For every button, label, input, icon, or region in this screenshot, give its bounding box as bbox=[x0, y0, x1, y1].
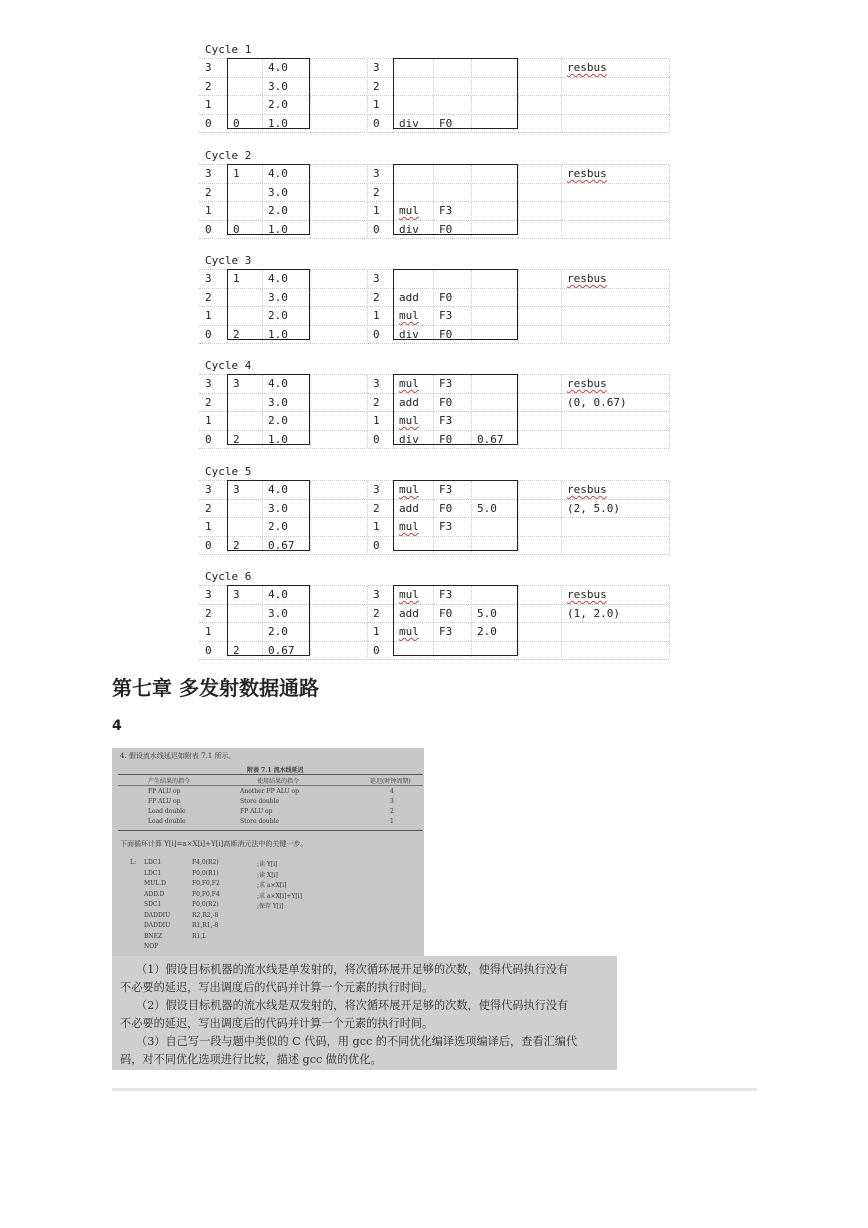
photo-table-cell: Store double bbox=[240, 818, 280, 825]
table-cell: 3.0 bbox=[268, 606, 288, 620]
table-cell: F0 bbox=[439, 606, 453, 620]
table-row bbox=[199, 517, 669, 536]
table-cell bbox=[471, 375, 518, 393]
photo-code-op: NOP bbox=[144, 943, 159, 950]
table-row bbox=[199, 536, 669, 556]
table-cell: F0 bbox=[439, 501, 453, 515]
table-cell: 0 bbox=[373, 116, 380, 130]
table-cell bbox=[561, 537, 669, 555]
table-cell bbox=[393, 270, 433, 288]
table-cell: 0.67 bbox=[268, 643, 295, 657]
cycle-table bbox=[199, 464, 669, 555]
photo-table-cell: Load double bbox=[148, 818, 186, 825]
table-row bbox=[199, 288, 669, 307]
table-cell: 3 bbox=[205, 588, 212, 601]
table-cell: 3.0 bbox=[268, 501, 288, 515]
question-1-line-2: 不必要的延迟，写出调度后的代码并计算一个元素的执行时间。 bbox=[120, 981, 434, 994]
photo-table-cell: Store double bbox=[240, 798, 280, 805]
cycle-table bbox=[199, 358, 669, 449]
photo-code-op: LDC1 bbox=[144, 869, 162, 877]
table-cell: F0 bbox=[439, 222, 453, 236]
table-cell bbox=[471, 394, 518, 412]
table-cell: 1 bbox=[373, 520, 380, 534]
table-cell: 1 bbox=[373, 625, 380, 639]
table-cell bbox=[561, 221, 669, 239]
photo-table-cell: FP ALU op bbox=[148, 798, 181, 805]
table-cell bbox=[561, 326, 669, 344]
table-row bbox=[199, 480, 669, 499]
table-cell: mul bbox=[399, 414, 419, 428]
table-cell bbox=[471, 184, 518, 202]
table-row bbox=[199, 393, 669, 412]
table-cell bbox=[393, 184, 433, 202]
table-cell bbox=[227, 307, 262, 325]
table-cell: 1.0 bbox=[268, 116, 288, 130]
table-row bbox=[199, 114, 669, 134]
table-cell: 2 bbox=[373, 185, 380, 199]
photo-questions bbox=[112, 956, 617, 1070]
photo-table-cell: 3 bbox=[390, 798, 394, 805]
photo-code-args: R1,R1,-8 bbox=[192, 922, 219, 929]
table-cell: 0 bbox=[233, 222, 240, 236]
table-cell: 4.0 bbox=[268, 272, 288, 285]
table-cell: 2 bbox=[233, 538, 240, 552]
cycle-title: Cycle 2 bbox=[205, 149, 252, 162]
table-cell bbox=[471, 78, 518, 96]
table-cell: 3 bbox=[373, 377, 380, 390]
table-cell: mul bbox=[399, 204, 419, 218]
cycle-title: Cycle 4 bbox=[205, 359, 252, 372]
photo-code-op: LDC1 bbox=[144, 859, 162, 866]
table-cell: 2 bbox=[373, 79, 380, 93]
table-cell: 2 bbox=[205, 185, 212, 199]
table-cell bbox=[433, 59, 471, 77]
table-cell bbox=[471, 537, 518, 555]
cycle-title: Cycle 5 bbox=[205, 465, 252, 478]
photo-table-cell: FP ALU op bbox=[148, 788, 181, 795]
question-number: 4 bbox=[112, 718, 122, 734]
photo-table-caption: 附表 7.1 流水线延迟 bbox=[247, 767, 304, 774]
photo-code-args: F0,0(R1) bbox=[192, 869, 219, 877]
table-cell bbox=[433, 184, 471, 202]
table-cell: F3 bbox=[439, 588, 453, 601]
table-cell bbox=[471, 412, 518, 430]
table-cell bbox=[433, 270, 471, 288]
table-cell: 2 bbox=[205, 79, 212, 93]
table-cell: 0.67 bbox=[268, 538, 295, 552]
table-cell bbox=[561, 518, 669, 536]
table-row bbox=[199, 183, 669, 202]
table-cell: 3 bbox=[205, 272, 212, 285]
photo-code-args: F4,0(R2) bbox=[192, 859, 219, 866]
table-cell bbox=[393, 642, 433, 660]
table-cell: 3 bbox=[205, 483, 212, 496]
table-cell: (1, 2.0) bbox=[567, 606, 620, 620]
table-cell: add bbox=[399, 501, 419, 515]
table-cell: 4.0 bbox=[268, 377, 288, 390]
table-cell bbox=[393, 96, 433, 114]
table-cell: div bbox=[399, 432, 419, 446]
table-row bbox=[199, 95, 669, 114]
photo-code-comment: ;读 X[i] bbox=[257, 871, 278, 879]
table-row bbox=[199, 604, 669, 623]
table-cell: mul bbox=[399, 520, 419, 534]
table-cell: 2 bbox=[233, 432, 240, 446]
table-cell: 2 bbox=[233, 327, 240, 341]
table-cell: 0 bbox=[373, 643, 380, 657]
photo-code-args: F0,F0,F2 bbox=[192, 880, 220, 887]
table-cell: resbus bbox=[567, 61, 607, 74]
cycle-table bbox=[199, 569, 669, 660]
table-cell bbox=[561, 202, 669, 220]
photo-table-cell: 1 bbox=[390, 818, 394, 825]
photo-code-label: L: bbox=[130, 859, 137, 866]
photo-table-cell: FP ALU op bbox=[240, 808, 273, 815]
table-cell bbox=[561, 78, 669, 96]
cycle-title: Cycle 3 bbox=[205, 254, 252, 267]
table-cell: 1 bbox=[373, 309, 380, 323]
table-cell bbox=[227, 500, 262, 518]
table-cell: 4.0 bbox=[268, 483, 288, 496]
table-cell: 2 bbox=[373, 395, 380, 409]
chapter-title: 第七章 多发射数据通路 bbox=[112, 676, 319, 700]
table-cell bbox=[393, 59, 433, 77]
table-cell: 1 bbox=[205, 309, 212, 323]
table-cell: F0 bbox=[439, 432, 453, 446]
table-cell: 2 bbox=[205, 290, 212, 304]
photo-lead: 下面循环计算 Y[i]=a×X[i]+Y[i]高斯消元法中的关键一步。 bbox=[120, 840, 308, 848]
table-cell bbox=[227, 289, 262, 307]
divider bbox=[112, 1088, 757, 1091]
table-cell: 1 bbox=[373, 98, 380, 112]
table-cell bbox=[471, 221, 518, 239]
table-cell bbox=[561, 412, 669, 430]
table-row bbox=[199, 411, 669, 430]
table-cell bbox=[227, 184, 262, 202]
table-cell: resbus bbox=[567, 167, 607, 180]
table-cell bbox=[227, 605, 262, 623]
photo-top-section bbox=[112, 748, 424, 956]
table-cell: 2.0 bbox=[268, 98, 288, 112]
photo-code-op: MUL.D bbox=[144, 880, 166, 887]
table-cell bbox=[561, 307, 669, 325]
table-cell: resbus bbox=[567, 377, 607, 390]
photo-code-comment: ;读 Y[i] bbox=[257, 861, 278, 868]
table-cell: 5.0 bbox=[477, 606, 497, 620]
table-cell bbox=[561, 96, 669, 114]
table-cell: 2.0 bbox=[477, 625, 497, 639]
table-cell: 4.0 bbox=[268, 61, 288, 74]
table-cell: F0 bbox=[439, 327, 453, 341]
table-row bbox=[199, 622, 669, 641]
table-cell: resbus bbox=[567, 483, 607, 496]
table-cell: 2.0 bbox=[268, 520, 288, 534]
photo-code-comment: ;保存 Y[i] bbox=[257, 903, 284, 910]
photo-code-op: BNEZ bbox=[144, 932, 163, 940]
table-cell bbox=[433, 96, 471, 114]
table-cell: 3 bbox=[205, 61, 212, 74]
photo-code-args: F0,0(R2) bbox=[192, 901, 219, 908]
photo-intro: 4. 假设流水线延迟如附表 7.1 所示。 bbox=[120, 752, 236, 760]
photo-code-comment: ;求 a×X[i]+Y[i] bbox=[257, 892, 302, 900]
table-cell bbox=[561, 623, 669, 641]
table-cell bbox=[471, 481, 518, 499]
table-cell: F3 bbox=[439, 625, 453, 639]
cycle-title: Cycle 6 bbox=[205, 570, 252, 583]
table-cell: 4.0 bbox=[268, 588, 288, 601]
table-cell bbox=[471, 59, 518, 77]
question-2-line-1: （2）假设目标机器的流水线是双发射的，将次循环展开足够的次数，使得代码执行没有 bbox=[136, 999, 569, 1012]
table-cell bbox=[471, 586, 518, 604]
table-cell: 1.0 bbox=[268, 327, 288, 341]
table-cell bbox=[471, 642, 518, 660]
table-cell: mul bbox=[399, 377, 419, 390]
table-cell: 3 bbox=[373, 483, 380, 496]
table-cell: F3 bbox=[439, 377, 453, 390]
table-cell: 1 bbox=[205, 414, 212, 428]
table-row bbox=[199, 220, 669, 240]
photo-code-args: F0,F0,F4 bbox=[192, 890, 220, 898]
table-cell: 0 bbox=[373, 222, 380, 236]
photo-table-cell: Another FP ALU op bbox=[240, 788, 299, 795]
table-cell: 0 bbox=[205, 222, 212, 236]
table-cell: 1 bbox=[373, 414, 380, 428]
table-row bbox=[199, 164, 669, 183]
table-cell: 0 bbox=[233, 116, 240, 130]
table-cell: 3 bbox=[233, 483, 240, 496]
table-row bbox=[199, 430, 669, 450]
table-cell bbox=[227, 394, 262, 412]
cycle-table bbox=[199, 148, 669, 239]
table-cell bbox=[227, 96, 262, 114]
table-cell: 3.0 bbox=[268, 395, 288, 409]
table-cell: 3 bbox=[233, 588, 240, 601]
table-cell: F0 bbox=[439, 116, 453, 130]
question-1-line-1: （1）假设目标机器的流水线是单发射的，将次循环展开足够的次数，使得代码执行没有 bbox=[136, 963, 569, 976]
table-row bbox=[199, 641, 669, 661]
table-cell: 1 bbox=[205, 204, 212, 218]
photo-th-consumer: 使用结果的指令 bbox=[257, 778, 300, 785]
table-cell: 1.0 bbox=[268, 432, 288, 446]
table-cell: div bbox=[399, 327, 419, 341]
photo-code-comment: ;求 a×X[i] bbox=[257, 882, 287, 889]
table-cell: 2.0 bbox=[268, 309, 288, 323]
table-cell: mul bbox=[399, 588, 419, 601]
table-cell: 0 bbox=[205, 432, 212, 446]
table-cell: add bbox=[399, 395, 419, 409]
photo-code-op: DADDIU bbox=[144, 922, 171, 929]
table-cell: (2, 5.0) bbox=[567, 501, 620, 515]
table-cell bbox=[471, 115, 518, 133]
photo-code-args: R1,L bbox=[192, 932, 207, 940]
table-cell bbox=[227, 59, 262, 77]
table-cell: mul bbox=[399, 483, 419, 496]
table-cell bbox=[433, 537, 471, 555]
table-cell: 5.0 bbox=[477, 501, 497, 515]
table-cell: div bbox=[399, 222, 419, 236]
table-row bbox=[199, 201, 669, 220]
photo-table-cell: Load double bbox=[148, 808, 186, 815]
table-cell: 4.0 bbox=[268, 167, 288, 180]
photo-code-args: R2,R2,-8 bbox=[192, 911, 219, 919]
table-cell: 2.0 bbox=[268, 204, 288, 218]
textbook-photo bbox=[112, 748, 617, 1070]
table-cell: 3 bbox=[205, 377, 212, 390]
table-cell bbox=[227, 202, 262, 220]
table-row bbox=[199, 325, 669, 345]
table-cell: 2 bbox=[233, 643, 240, 657]
table-cell: F3 bbox=[439, 204, 453, 218]
table-cell: 0 bbox=[205, 643, 212, 657]
table-cell: 1 bbox=[233, 272, 240, 285]
photo-table-cell: 2 bbox=[390, 808, 394, 815]
table-cell: div bbox=[399, 116, 419, 130]
table-cell: resbus bbox=[567, 272, 607, 285]
table-cell: F0 bbox=[439, 290, 453, 304]
table-cell bbox=[433, 642, 471, 660]
table-cell: 1 bbox=[205, 98, 212, 112]
question-2-line-2: 不必要的延迟，写出调度后的代码并计算一个元素的执行时间。 bbox=[120, 1017, 434, 1030]
table-cell: 3 bbox=[373, 588, 380, 601]
table-cell bbox=[561, 431, 669, 449]
table-cell: mul bbox=[399, 309, 419, 323]
table-cell bbox=[561, 642, 669, 660]
table-cell: 2 bbox=[373, 501, 380, 515]
table-cell: mul bbox=[399, 625, 419, 639]
table-cell bbox=[393, 537, 433, 555]
table-cell: 1 bbox=[205, 520, 212, 534]
table-cell bbox=[561, 289, 669, 307]
table-row bbox=[199, 306, 669, 325]
table-cell: 3.0 bbox=[268, 79, 288, 93]
table-cell bbox=[227, 78, 262, 96]
table-cell bbox=[471, 289, 518, 307]
table-cell bbox=[471, 165, 518, 183]
table-cell bbox=[471, 307, 518, 325]
table-cell: F3 bbox=[439, 483, 453, 496]
cycle-table bbox=[199, 253, 669, 344]
table-cell bbox=[471, 518, 518, 536]
table-cell: 0 bbox=[373, 538, 380, 552]
table-cell bbox=[561, 115, 669, 133]
table-cell: 3 bbox=[205, 167, 212, 180]
table-cell bbox=[393, 165, 433, 183]
table-row bbox=[199, 269, 669, 288]
table-cell: 1 bbox=[205, 625, 212, 639]
table-cell: 1 bbox=[373, 204, 380, 218]
table-cell: 0.67 bbox=[477, 432, 504, 446]
table-cell bbox=[227, 623, 262, 641]
table-cell: resbus bbox=[567, 588, 607, 601]
table-cell bbox=[227, 412, 262, 430]
photo-code-op: SDC1 bbox=[144, 901, 162, 908]
table-row bbox=[199, 374, 669, 393]
photo-code-op: ADD.D bbox=[144, 890, 165, 898]
table-cell: 3.0 bbox=[268, 290, 288, 304]
table-cell: 0 bbox=[373, 432, 380, 446]
photo-table-cell: 4 bbox=[390, 788, 394, 795]
table-cell bbox=[227, 518, 262, 536]
table-cell: 0 bbox=[373, 327, 380, 341]
table-cell: 2.0 bbox=[268, 414, 288, 428]
photo-th-latency: 延迟(时钟周期) bbox=[370, 778, 411, 785]
table-row bbox=[199, 499, 669, 518]
table-cell bbox=[433, 165, 471, 183]
table-cell bbox=[471, 326, 518, 344]
table-cell: F3 bbox=[439, 520, 453, 534]
table-row bbox=[199, 58, 669, 77]
table-cell: 2 bbox=[373, 606, 380, 620]
table-cell: 3 bbox=[233, 377, 240, 390]
table-cell bbox=[433, 78, 471, 96]
table-cell bbox=[393, 78, 433, 96]
table-cell bbox=[471, 202, 518, 220]
table-cell bbox=[471, 270, 518, 288]
table-cell: F3 bbox=[439, 309, 453, 323]
table-cell: 1.0 bbox=[268, 222, 288, 236]
question-3-line-2: 码，对不同优化选项进行比较，描述 gcc 做的优化。 bbox=[120, 1053, 382, 1066]
table-cell: add bbox=[399, 290, 419, 304]
question-3-line-1: （3）自己写一段与题中类似的 C 代码，用 gcc 的不同优化编译选项编译后，查看汇编代 bbox=[136, 1035, 578, 1048]
table-cell: 2 bbox=[205, 395, 212, 409]
table-cell bbox=[471, 96, 518, 114]
table-row bbox=[199, 585, 669, 604]
table-cell: 2 bbox=[205, 606, 212, 620]
photo-code-op: DADDIU bbox=[144, 911, 171, 919]
table-cell: 2.0 bbox=[268, 625, 288, 639]
cycle-title: Cycle 1 bbox=[205, 43, 252, 56]
table-cell: 2 bbox=[205, 501, 212, 515]
table-cell bbox=[561, 184, 669, 202]
table-cell: 3.0 bbox=[268, 185, 288, 199]
table-cell: (0, 0.67) bbox=[567, 395, 627, 409]
table-cell: add bbox=[399, 606, 419, 620]
table-cell: 2 bbox=[373, 290, 380, 304]
table-cell: F3 bbox=[439, 414, 453, 428]
table-cell: F0 bbox=[439, 395, 453, 409]
table-cell: 0 bbox=[205, 538, 212, 552]
table-row bbox=[199, 77, 669, 96]
table-cell: 0 bbox=[205, 116, 212, 130]
table-cell: 3 bbox=[373, 272, 380, 285]
cycle-table bbox=[199, 42, 669, 133]
table-cell: 3 bbox=[373, 167, 380, 180]
table-cell: 1 bbox=[233, 167, 240, 180]
photo-th-producer: 产生结果的指令 bbox=[148, 778, 191, 785]
table-cell: 0 bbox=[205, 327, 212, 341]
table-cell: 3 bbox=[373, 61, 380, 74]
